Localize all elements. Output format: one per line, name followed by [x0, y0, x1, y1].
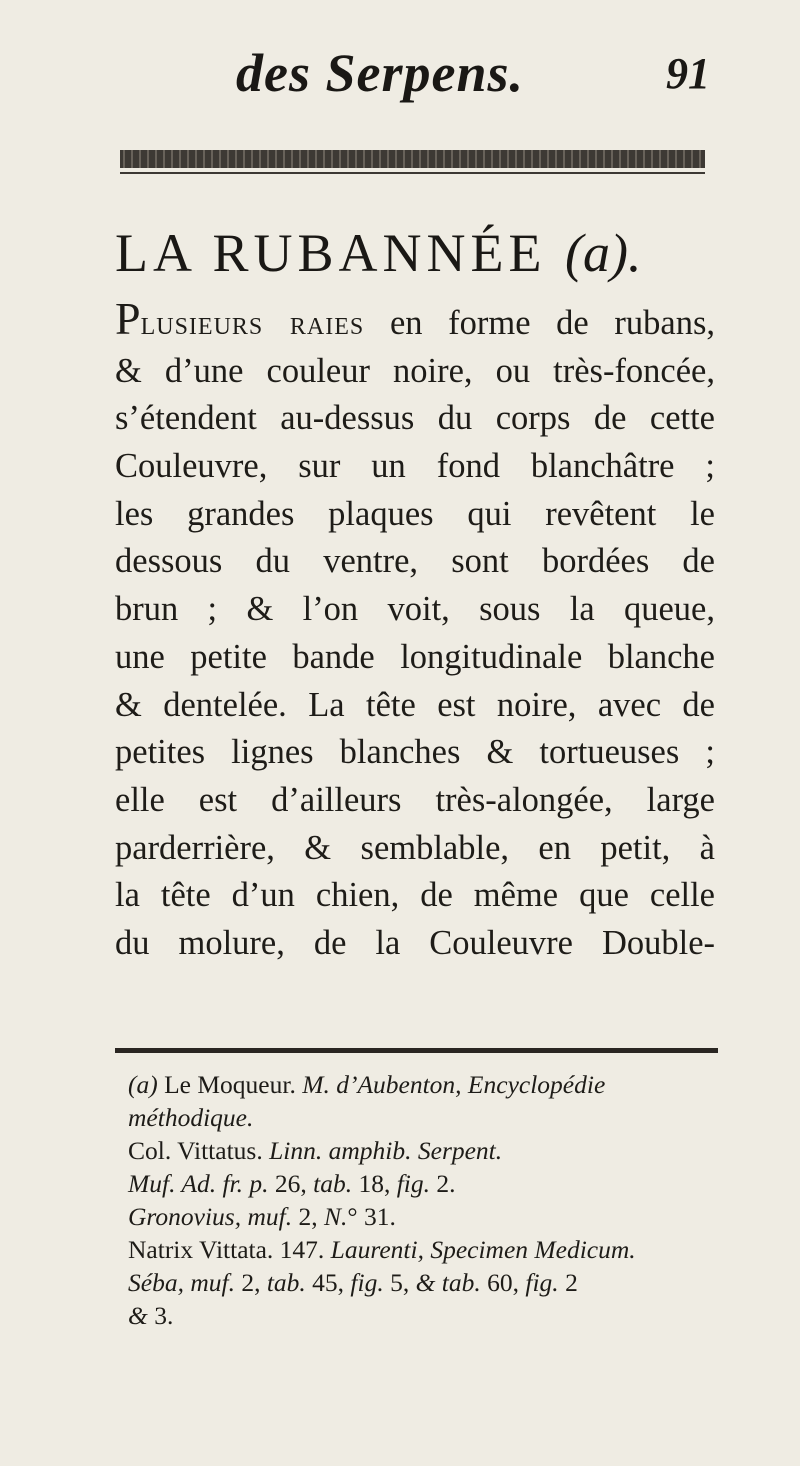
footnote-line [128, 1068, 728, 1101]
footnote-text: N. [323, 1202, 348, 1231]
body-text [115, 293, 716, 968]
body-line: petites lignes blanches & tortueuses ; [115, 733, 715, 772]
body-line: la tête d’un chien, de même que celle [115, 876, 715, 915]
small-caps-opening: lusieurs raies [140, 304, 365, 342]
footnote-text: 2, [241, 1268, 267, 1297]
footnotes [128, 1068, 728, 1332]
chapter-title-note-ref: (a). [565, 223, 642, 283]
footnote-text: 2, [298, 1202, 324, 1231]
footnote-text: 26, [274, 1169, 314, 1198]
body-line: & d’une couleur noire, ou très-foncée, [115, 351, 715, 390]
footnote-text: fig. [396, 1169, 437, 1198]
footnote-line [128, 1167, 728, 1200]
body-line-first [115, 293, 716, 348]
footnote-text: & tab. [415, 1268, 488, 1297]
footnote-line [128, 1233, 728, 1266]
footnote-line [128, 1200, 728, 1233]
body-line-first-rest: en forme de rubans, [389, 304, 716, 342]
body-line: s’étendent au-dessus du corps de cette [115, 399, 715, 438]
footnote-text: 60, [487, 1268, 526, 1297]
footnote-text: fig. [350, 1268, 391, 1297]
footnote-text: Linn. amphib. Serpent. [269, 1136, 503, 1165]
footnote-line [128, 1134, 728, 1167]
chapter-title-main: LA RUBANNÉE [115, 223, 547, 283]
footnote-text: 2. [436, 1169, 456, 1198]
footnote-text: Séba, muf. [128, 1268, 242, 1297]
footnote-text: 18, [358, 1169, 397, 1198]
footnote-rule [115, 1048, 718, 1053]
footnote-line [128, 1299, 728, 1332]
footnote-text: M. d’Aubenton, Encyclopédie [302, 1070, 606, 1099]
chapter-title [115, 222, 715, 284]
footnote-text: 45, [312, 1268, 351, 1297]
footnote-line [128, 1101, 728, 1134]
footnote-text: fig. [525, 1268, 566, 1297]
footnote-text: tab. [313, 1169, 359, 1198]
footnote-text: (a) [128, 1070, 165, 1099]
footnote-text: méthodique. [128, 1103, 254, 1132]
footnote-text: Le Moqueur. [164, 1070, 303, 1099]
body-line: une petite bande longitudinale blanche [115, 637, 715, 676]
footnote-text: 2 [565, 1268, 578, 1297]
footnote-text: Laurenti, Specimen Medicum. [330, 1235, 636, 1264]
footnote-text: 5, [390, 1268, 416, 1297]
footnote-text: tab. [266, 1268, 313, 1297]
body-line: du molure, de la Couleuvre Double- [115, 923, 715, 962]
body-line: dessous du ventre, sont bordées de [115, 542, 715, 581]
body-line: Couleuvre, sur un fond blanchâtre ; [115, 447, 715, 486]
ornamental-rule [120, 150, 705, 168]
footnote-text: Col. Vittatus. [128, 1136, 270, 1165]
body-line: brun ; & l’on voit, sous la queue, [115, 590, 715, 629]
running-head-title: des Serpens. [235, 43, 524, 103]
footnote-text: ° 31. [347, 1202, 396, 1231]
footnote-text: & [128, 1301, 155, 1330]
body-line: les grandes plaques qui revêtent le [115, 494, 715, 533]
running-head [0, 42, 800, 112]
footnote-text: 3. [154, 1301, 174, 1330]
body-line: elle est d’ailleurs très-alongée, large [115, 780, 715, 819]
drop-capital: P [115, 293, 141, 344]
footnote-line [128, 1266, 728, 1299]
footnote-text: Natrix Vittata. 147. [128, 1235, 331, 1264]
page-number: 91 [666, 49, 710, 98]
footnote-text: Gronovius, muf. [128, 1202, 299, 1231]
footnote-text: Muf. Ad. fr. p. [128, 1169, 275, 1198]
body-line: & dentelée. La tête est noire, avec de [115, 685, 715, 724]
body-line: parderrière, & semblable, en petit, à [115, 828, 715, 867]
